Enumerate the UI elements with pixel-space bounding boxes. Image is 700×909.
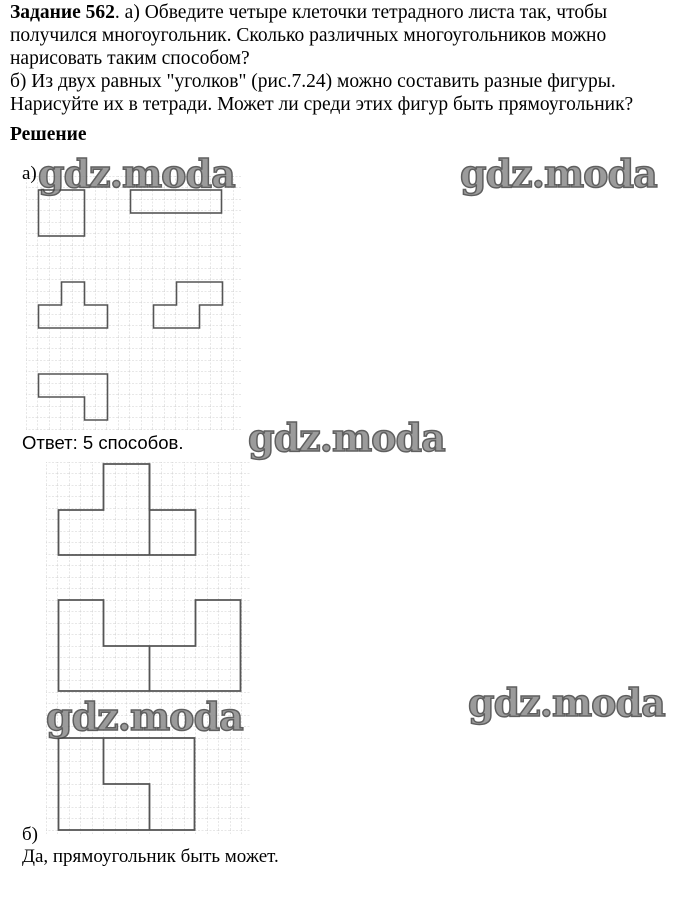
- task-text: [10, 1, 698, 116]
- grid-pattern: [46, 462, 250, 834]
- watermark-5: gdz.moda: [46, 694, 243, 739]
- part-b-label: б): [22, 824, 38, 845]
- task-line-5: Нарисуйте их в тетради. Может ли среди этих фигур быть прямоугольник?: [10, 94, 634, 115]
- watermark-4: gdz.moda: [468, 680, 665, 725]
- part-b-grid: [46, 462, 250, 834]
- task-line-1: Задание 562. а) Обведите четыре клеточки тетрадного листа так, чтобы: [10, 2, 608, 23]
- solution-heading: Решение: [10, 124, 87, 145]
- part-a-answer: Ответ: 5 способов.: [22, 432, 184, 453]
- task-line-3: нарисовать таким способом?: [10, 48, 250, 69]
- watermark-3: gdz.moda: [248, 415, 445, 460]
- part-a-grid: [26, 176, 242, 430]
- part-a-label: а): [22, 163, 37, 184]
- watermark-1: gdz.moda: [38, 151, 235, 196]
- grid-pattern: [26, 176, 242, 430]
- task-line-2: получился многоугольник. Сколько различных многоугольников можно: [10, 25, 607, 46]
- part-b-answer: Да, прямоугольник быть может.: [22, 846, 279, 867]
- watermark-2: gdz.moda: [460, 151, 657, 196]
- task-number: Задание 562: [10, 2, 115, 23]
- task-line-4: б) Из двух равных "уголков" (рис.7.24) можно составить разные фигуры.: [10, 71, 616, 92]
